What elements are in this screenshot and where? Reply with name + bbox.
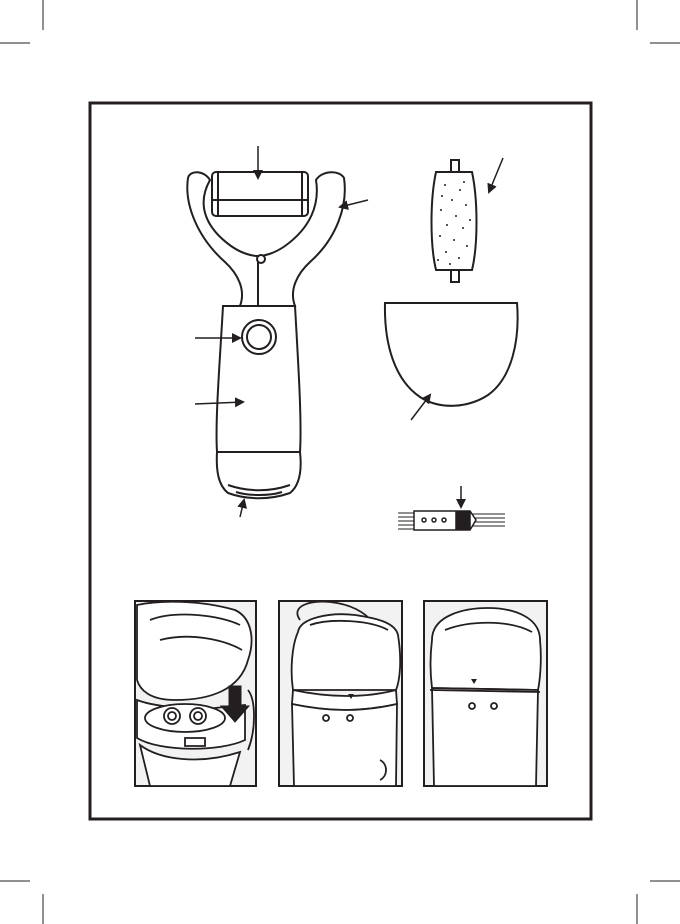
step-1-remove-roller-photo [135, 601, 256, 786]
cleaning-brush-icon [398, 511, 505, 530]
roller-refill-icon [432, 160, 477, 282]
step-3-cap-closed-photo [424, 601, 547, 786]
protective-cap-icon [385, 303, 518, 406]
foot-file-device-icon [187, 172, 344, 498]
arrow-cap [411, 395, 430, 420]
arrow-battery [240, 500, 244, 517]
arrow-refill [489, 158, 503, 192]
step-2-align-cap-photo [279, 601, 402, 786]
